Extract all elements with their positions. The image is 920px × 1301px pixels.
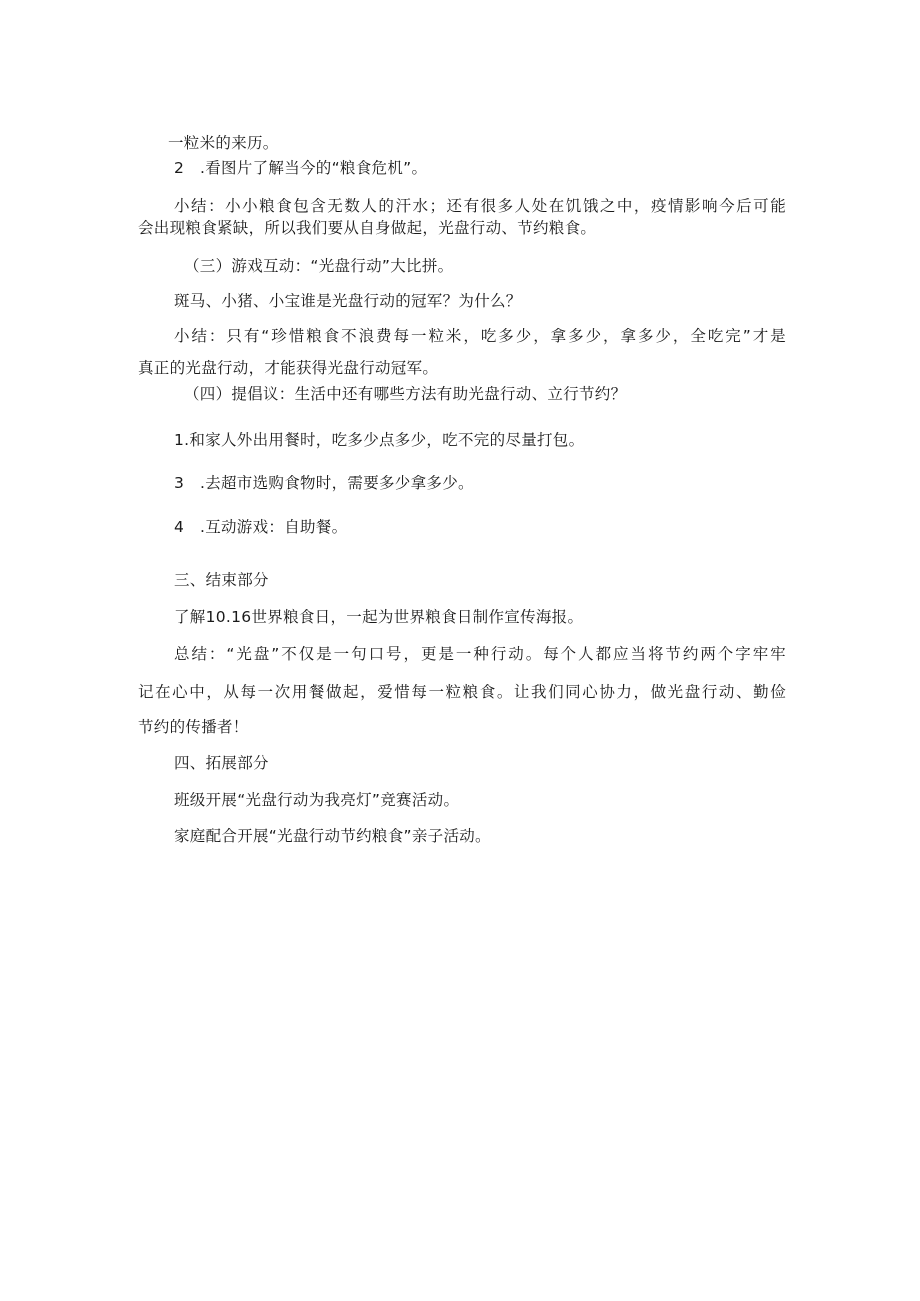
text-line-4: 会出现粮食紧缺，所以我们要从自身做起，光盘行动、节约粮食。: [138, 219, 597, 237]
text-line-14: 了解10.16世界粮食日，一起为世界粮食日制作宣传海报。: [174, 608, 584, 626]
text-line-1: 一粒米的来历。: [168, 134, 279, 152]
text-line-11: 3 .去超市选购食物时，需要多少拿多少。: [174, 474, 474, 492]
text-line-9: （四）提倡议：生活中还有哪些方法有助光盘行动、立行节约？: [184, 385, 627, 403]
text-line-16: 记在心中，从每一次用餐做起，爱惜每一粒粮食。让我们同心协力，做光盘行动、勤俭: [138, 683, 786, 701]
text-line-5: （三）游戏互动：“光盘行动”大比拼。: [184, 257, 454, 275]
text-line-10: 1.和家人外出用餐时，吃多少点多少，吃不完的尽量打包。: [174, 431, 585, 449]
text-line-12: 4 .互动游戏：自助餐。: [174, 518, 348, 536]
text-line-20: 家庭配合开展“光盘行动节约粮食”亲子活动。: [174, 827, 491, 845]
text-line-6: 斑马、小猪、小宝谁是光盘行动的冠军？为什么？: [174, 292, 522, 310]
section-heading-3: 三、结束部分: [174, 571, 269, 589]
text-line-15: 总结：“光盘”不仅是一句口号，更是一种行动。每个人都应当将节约两个字牢牢: [174, 645, 786, 663]
text-line-2: 2 .看图片了解当今的“粮食危机”。: [174, 159, 428, 177]
text-line-19: 班级开展“光盘行动为我亮灯”竞赛活动。: [174, 791, 460, 809]
text-line-7: 小结：只有“珍惜粮食不浪费每一粒米，吃多少，拿多少，拿多少，全吃完”才是: [174, 327, 786, 345]
section-heading-4: 四、拓展部分: [174, 754, 269, 772]
text-line-3: 小结：小小粮食包含无数人的汗水；还有很多人处在饥饿之中，疫情影响今后可能: [174, 197, 786, 215]
text-line-17: 节约的传播者！: [138, 718, 249, 736]
text-line-8: 真正的光盘行动，才能获得光盘行动冠军。: [138, 359, 439, 377]
